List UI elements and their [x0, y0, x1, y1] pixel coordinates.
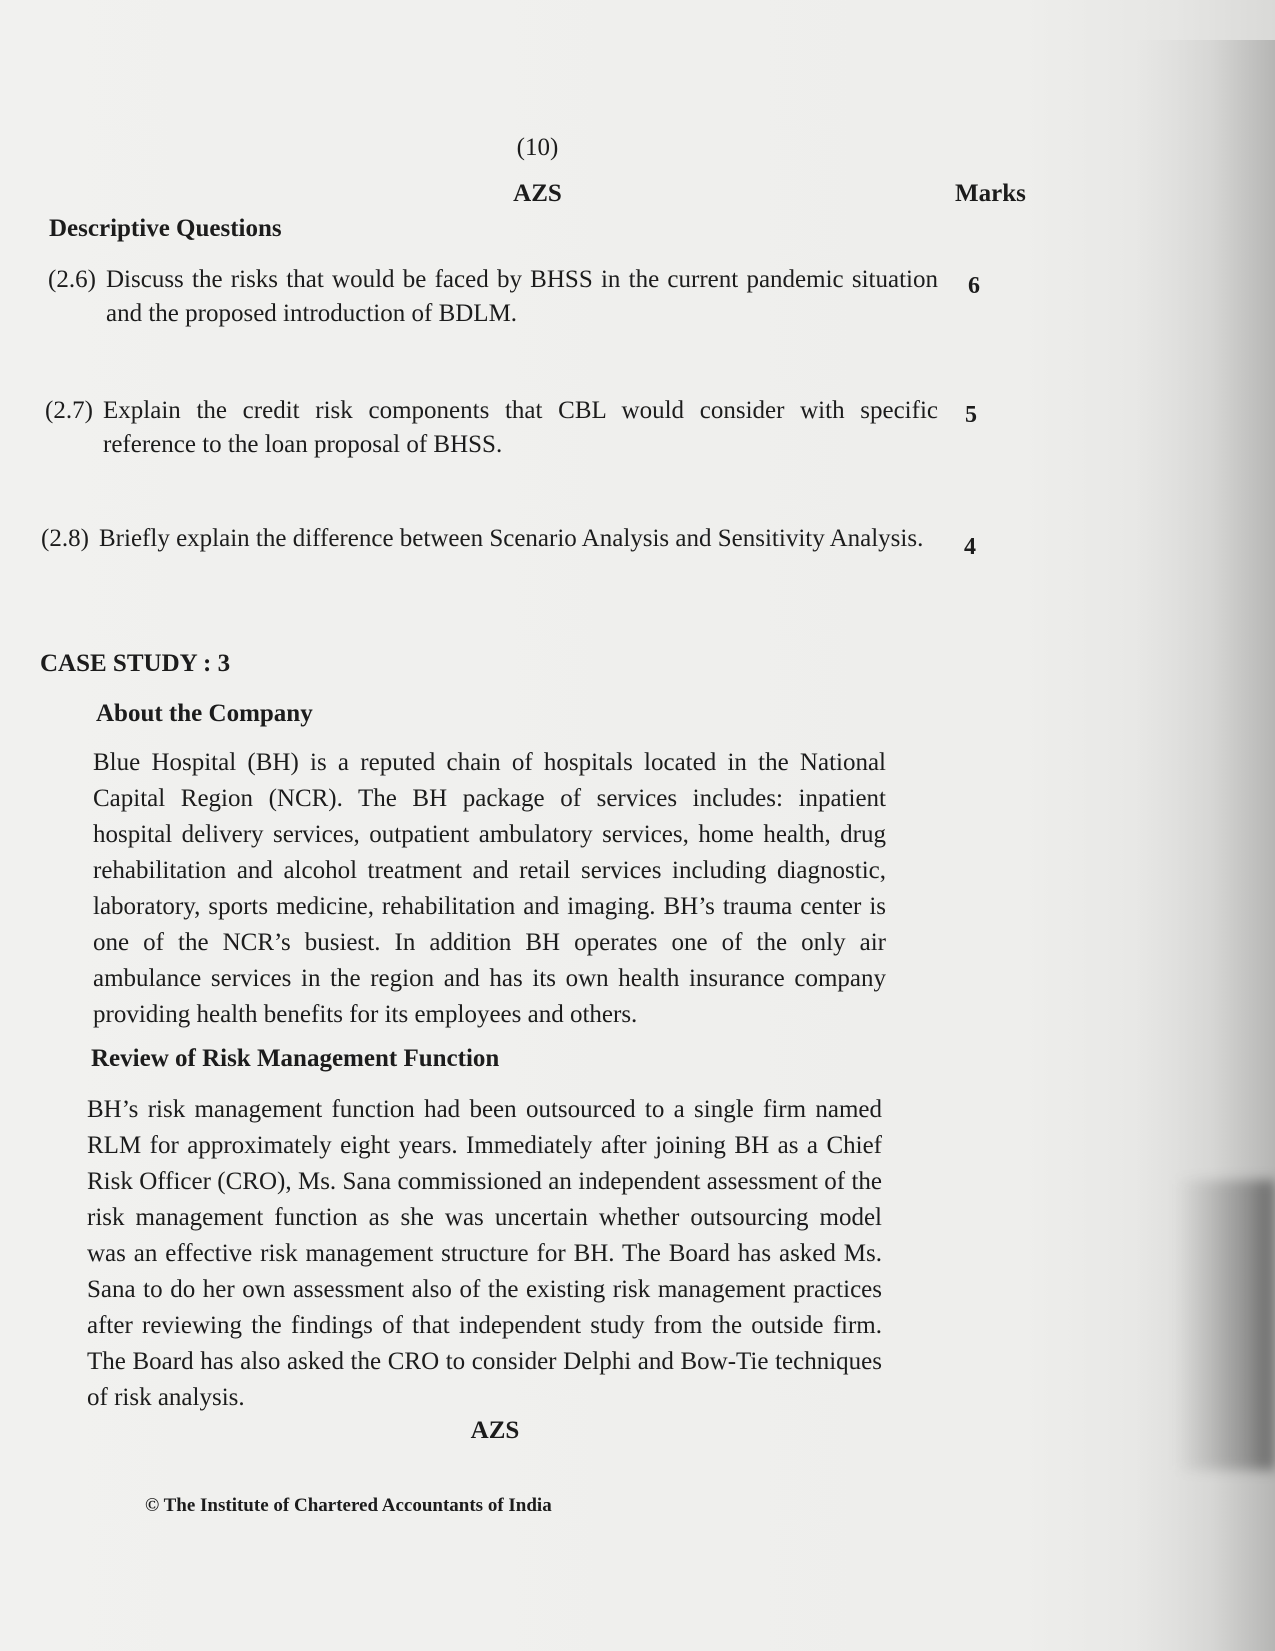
question-2-6: [48, 263, 988, 333]
question-marks: 6: [968, 273, 980, 299]
case-study-title: CASE STUDY : 3: [40, 650, 231, 677]
page-edge-shadow: [1175, 1180, 1275, 1470]
page-number: (10): [516, 134, 559, 161]
review-heading: Review of Risk Management Function: [91, 1045, 500, 1072]
review-paragraph: BH’s risk management function had been outsourced to a single firm named RLM for approximately eight years. Immediately after joining BH as a Chief Risk Officer (CRO), Ms. Sana commissioned an independent assessment of the risk management function as she was uncertain whether outsourcing model was an effective risk management structure for BH. The Board has asked Ms. Sana to do her own assessment also of the existing risk management practices after reviewing the findings of that independent study from the outside firm. The Board has also asked the CRO to consider Delphi and Bow-Tie techniques of risk analysis.: [87, 1096, 882, 1411]
about-company-heading: About the Company: [96, 700, 313, 727]
footer-copyright: © The Institute of Chartered Accountants of India: [145, 1495, 552, 1516]
about-company-paragraph: Blue Hospital (BH) is a reputed chain of hospitals located in the National Capital Region (NCR). The BH package of services includes: inpatient hospital delivery services, outpatient ambulatory services, home health, drug rehabilitation and alcohol treatment and retail services including diagnostic, laboratory, sports medicine, rehabilitation and imaging. BH’s trauma center is one of the NCR’s busiest. In addition BH operates one of the only air ambulance services in the region and has its own health insurance company providing health benefits for its employees and others.: [93, 749, 886, 1028]
marks-column-header: Marks: [955, 180, 1026, 207]
question-text: Discuss the risks that would be faced by BHSS in the current pandemic situation and the proposed introduction of BDLM.: [106, 266, 938, 327]
question-number: (2.8): [41, 525, 89, 552]
question-marks: 5: [965, 402, 977, 428]
question-2-8: [41, 522, 981, 592]
question-text: Explain the credit risk components that CBL would consider with specific reference to the loan proposal of BHSS.: [103, 397, 938, 458]
section-title: Descriptive Questions: [49, 215, 282, 242]
paper-code-top: AZS: [513, 180, 562, 207]
question-2-7: [45, 394, 985, 464]
question-number: (2.7): [45, 397, 93, 424]
paper-code-bottom: AZS: [470, 1417, 520, 1444]
question-marks: 4: [964, 534, 976, 560]
question-number: (2.6): [48, 266, 96, 293]
question-text: Briefly explain the difference between Scenario Analysis and Sensitivity Analysis.: [99, 525, 924, 552]
